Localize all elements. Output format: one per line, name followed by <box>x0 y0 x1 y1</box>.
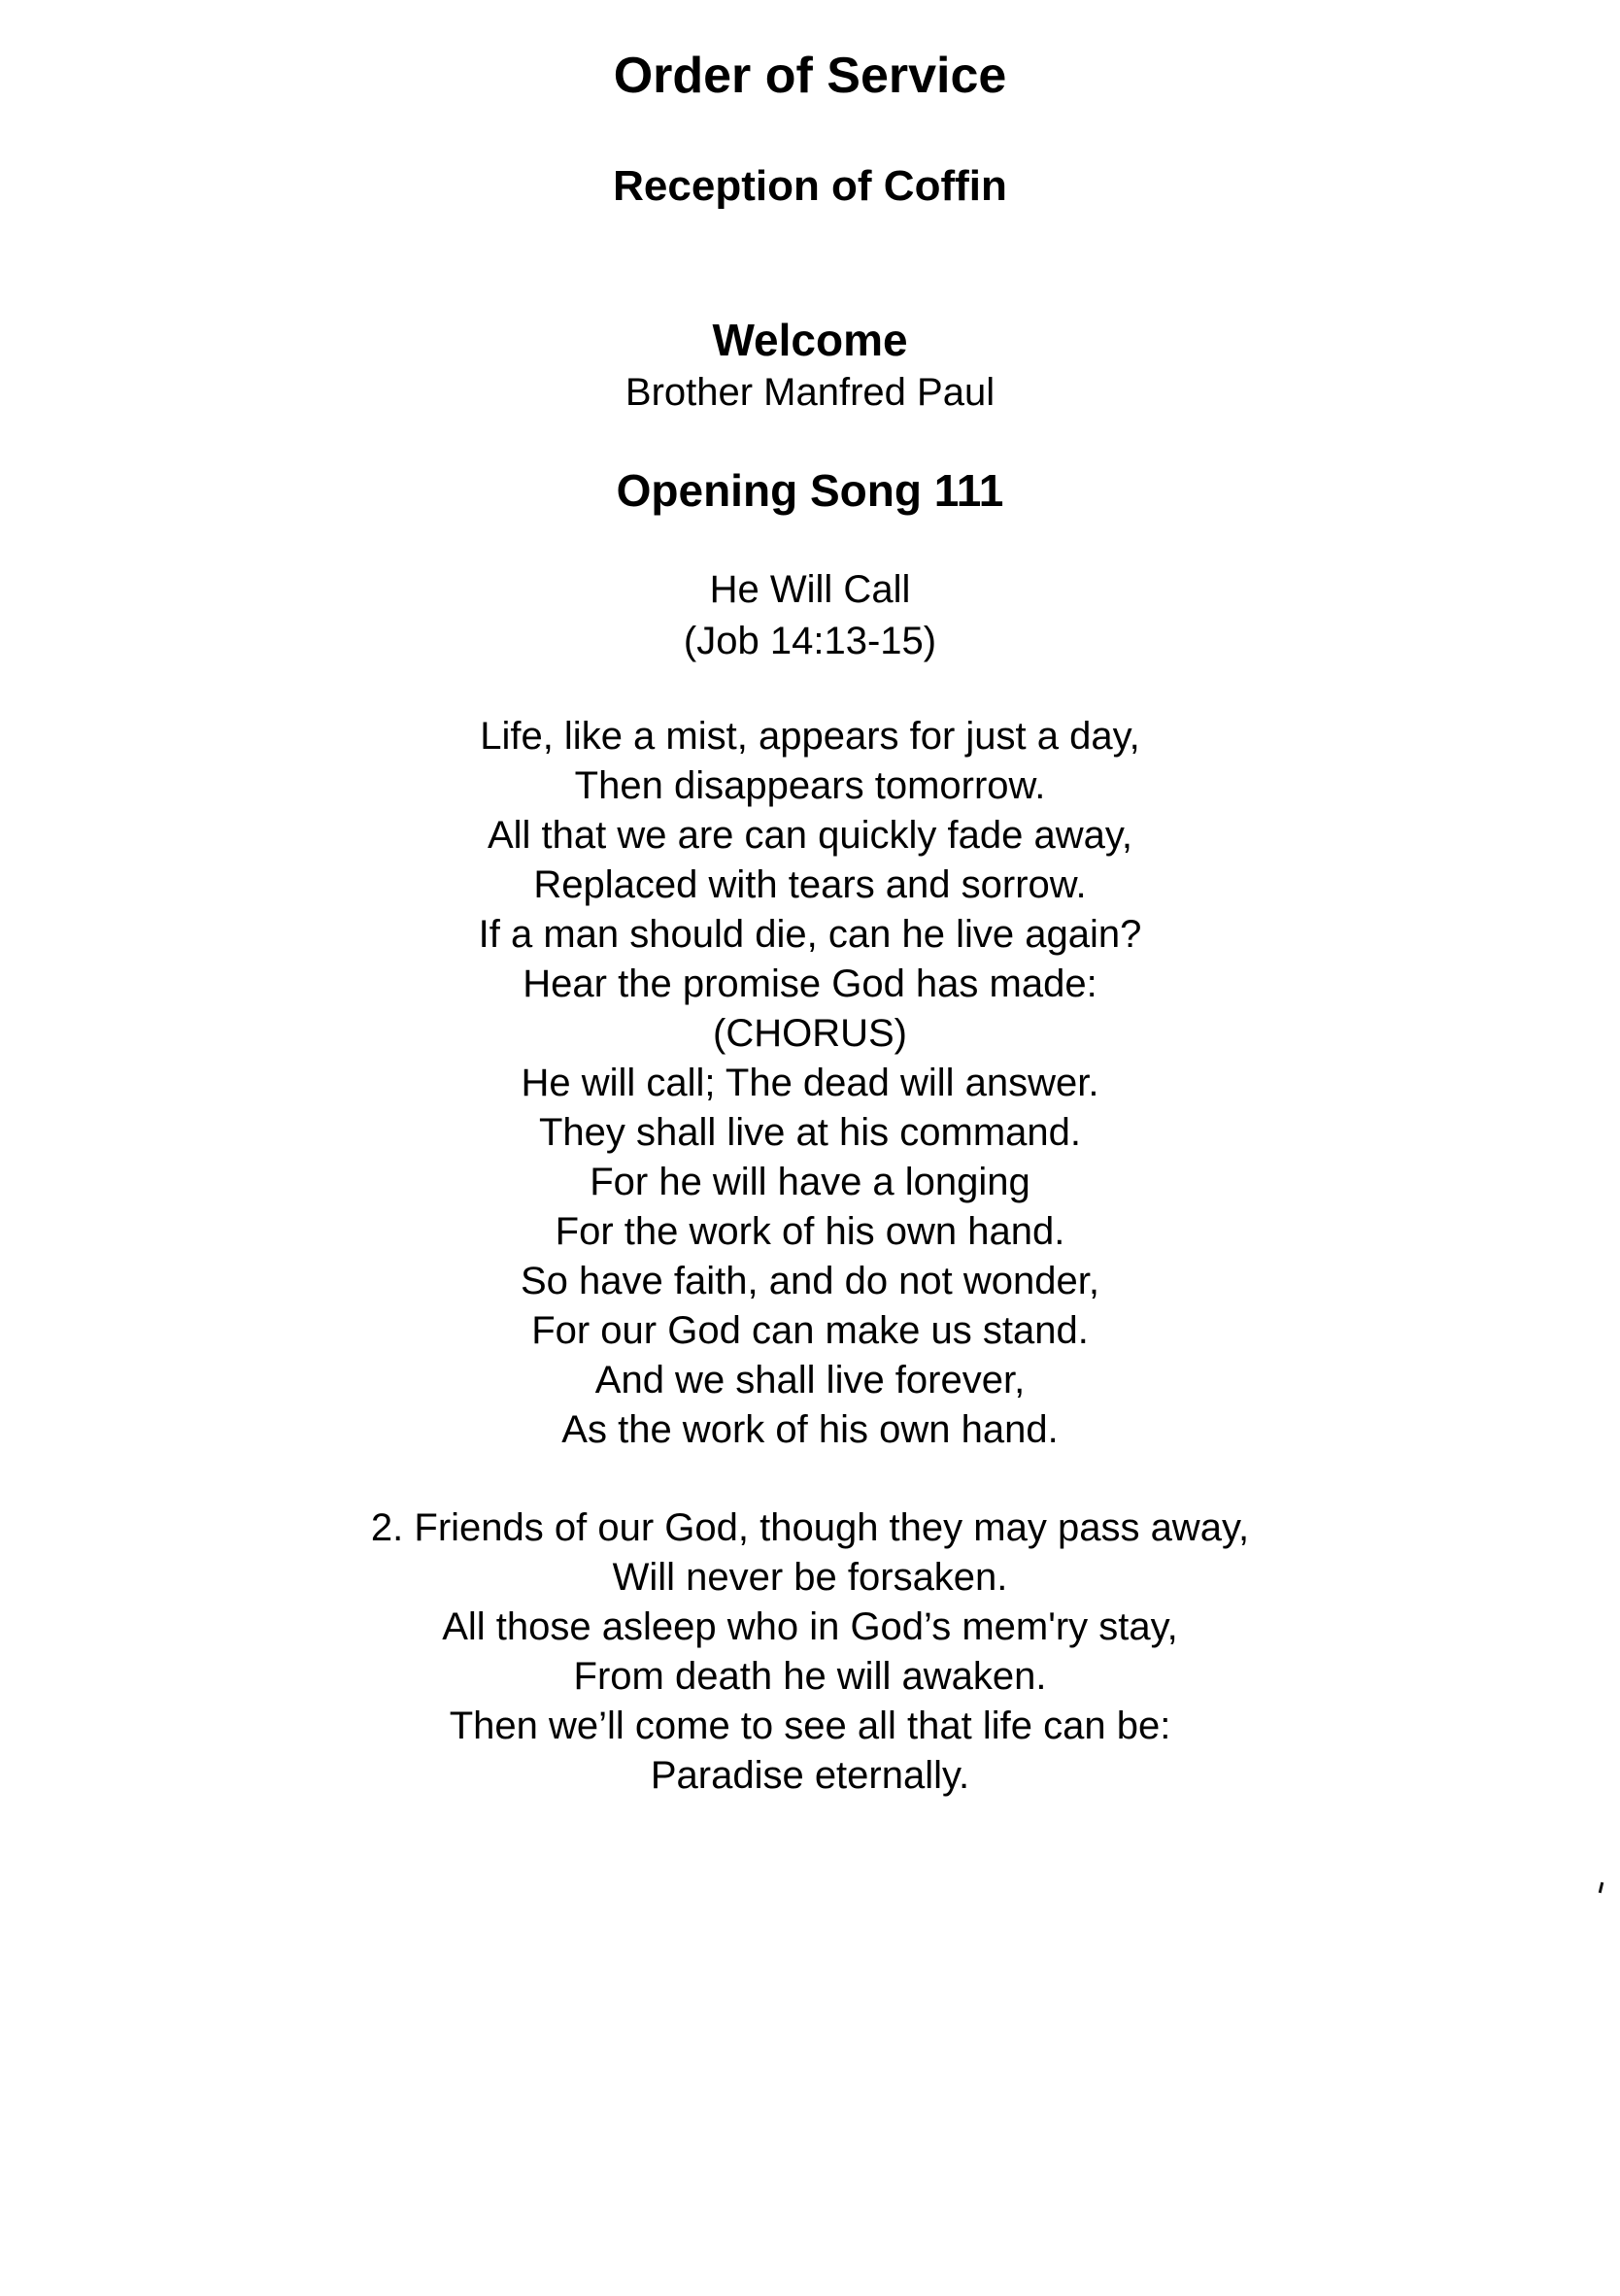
verse-1-line: All that we are can quickly fade away, <box>487 814 1133 857</box>
chorus-line: He will call; The dead will answer. <box>521 1062 1099 1104</box>
chorus-line: For our God can make us stand. <box>531 1309 1089 1352</box>
verse-2-line: From death he will awaken. <box>573 1655 1047 1698</box>
welcome-heading: Welcome <box>712 315 908 365</box>
verse-2-line: 2. Friends of our God, though they may pass away, <box>370 1506 1250 1549</box>
song-scripture-reference: (Job 14:13-15) <box>683 620 937 662</box>
page-title: Order of Service <box>613 48 1007 104</box>
welcome-speaker: Brother Manfred Paul <box>624 371 996 414</box>
chorus-line: As the work of his own hand. <box>561 1408 1059 1451</box>
chorus-line: For he will have a longing <box>590 1161 1030 1203</box>
opening-song-heading: Opening Song 111 <box>616 465 1004 516</box>
verse-1-line: Then disappears tomorrow. <box>574 764 1046 807</box>
verse-2-line: All those asleep who in God’s mem'ry stay, <box>442 1605 1178 1648</box>
verse-2-line: Paradise eternally. <box>650 1754 970 1797</box>
verse-1-line: Replaced with tears and sorrow. <box>533 863 1087 906</box>
verse-1-line: If a man should die, can he live again? <box>478 913 1142 956</box>
chorus-line: And we shall live forever, <box>594 1359 1026 1401</box>
song-title: He Will Call <box>709 568 911 611</box>
verse-2-line: Will never be forsaken. <box>612 1556 1008 1599</box>
scan-speck <box>1599 1882 1604 1893</box>
chorus-line: They shall live at his command. <box>538 1111 1081 1154</box>
verse-1-line: Life, like a mist, appears for just a day, <box>480 715 1140 758</box>
verse-2-line: Then we’ll come to see all that life can be: <box>449 1705 1171 1747</box>
chorus-line: For the work of his own hand. <box>555 1210 1065 1253</box>
chorus-label: (CHORUS) <box>713 1012 907 1055</box>
chorus-line: So have faith, and do not wonder, <box>521 1260 1099 1302</box>
reception-of-coffin-heading: Reception of Coffin <box>613 162 1007 210</box>
verse-1-line: Hear the promise God has made: <box>523 962 1097 1005</box>
